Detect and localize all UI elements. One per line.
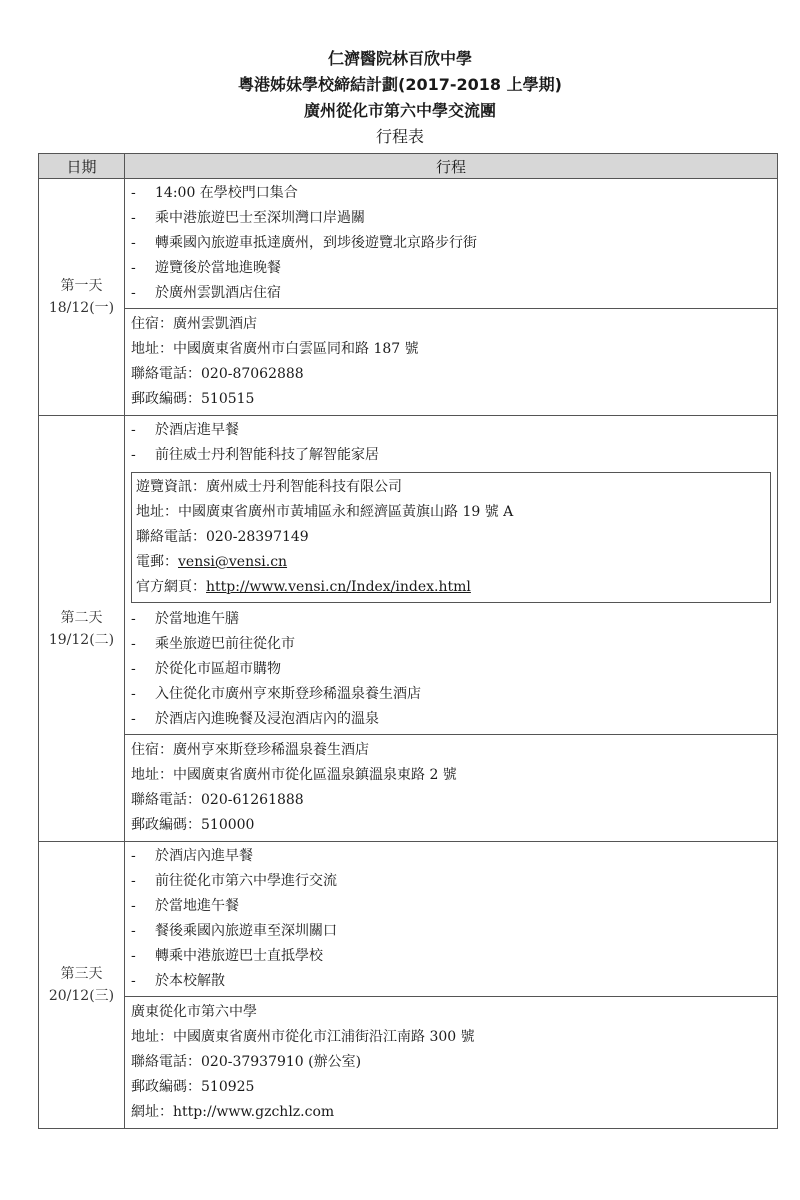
day3-school-info (125, 997, 777, 1128)
day1-activity-list (125, 179, 777, 308)
bullet-dash: - (131, 422, 136, 438)
bullet-dash: - (131, 235, 136, 251)
day3-label: 第三天 (60, 966, 103, 982)
activity-text: 於從化市區超市購物 (155, 661, 281, 677)
column-header-date: 日期 (39, 154, 125, 179)
day2-info-row (39, 735, 778, 842)
visit-website-label: 官方網頁： (136, 579, 206, 595)
bullet-dash: - (131, 686, 136, 702)
document-title: 行程表 (375, 127, 424, 146)
activity-item (131, 418, 771, 443)
info-line: 郵政編碼：510925 (131, 1079, 255, 1095)
day3-date-cell (39, 842, 125, 1129)
activity-text: 於本校解散 (155, 973, 225, 989)
activity-item (131, 256, 771, 281)
activity-text: 14:00 在學校門口集合 (155, 185, 298, 201)
activity-item (131, 281, 771, 306)
activity-text: 於酒店內進早餐 (155, 848, 253, 864)
day1-activities-cell (125, 179, 778, 309)
activity-text: 乘中港旅遊巴士至深圳灣口岸過關 (155, 210, 365, 226)
activity-item (131, 682, 771, 707)
visit-phone: 聯絡電話：020-28397149 (136, 529, 309, 545)
info-line: 郵政編碼：510515 (131, 391, 255, 407)
day1-activities-row (39, 179, 778, 309)
info-line: 地址：中國廣東省廣州市從化區溫泉鎮溫泉東路 2 號 (131, 767, 457, 783)
bullet-dash: - (131, 260, 136, 276)
activity-text: 轉乘中港旅遊巴士直抵學校 (155, 948, 323, 964)
day2-hotel-info (125, 735, 777, 841)
bullet-dash: - (131, 611, 136, 627)
info-line: 住宿：廣州雲凱酒店 (131, 316, 257, 332)
day1-date-cell (39, 179, 125, 416)
day1-label: 第一天 (60, 278, 103, 294)
info-line: 聯絡電話：020-61261888 (131, 792, 304, 808)
activity-text: 前往從化市第六中學進行交流 (155, 873, 337, 889)
activity-item (131, 231, 771, 256)
activity-item (131, 206, 771, 231)
activity-text: 前往威士丹利智能科技了解智能家居 (155, 447, 379, 463)
activity-text: 遊覽後於當地進晚餐 (155, 260, 281, 276)
day1-date: 18/12(一) (48, 300, 115, 316)
activity-text: 於酒店進早餐 (155, 422, 239, 438)
day3-date: 20/12(三) (48, 988, 115, 1004)
activity-item (131, 181, 771, 206)
visit-email-label: 電郵： (136, 554, 178, 570)
info-line: 住宿：廣州亨來斯登珍稀溫泉養生酒店 (131, 742, 369, 758)
activity-item (131, 632, 771, 657)
bullet-dash: - (131, 948, 136, 964)
activity-text: 於當地進午餐 (155, 898, 239, 914)
visit-email-link[interactable]: vensi@vensi.cn (178, 554, 288, 570)
info-line: 聯絡電話：020-37937910 (辦公室) (131, 1054, 362, 1070)
info-line: 地址：中國廣東省廣州市白雲區同和路 187 號 (131, 341, 419, 357)
day2-activities-row (39, 416, 778, 735)
day2-date-cell (39, 416, 125, 842)
activity-item (131, 707, 771, 732)
bullet-dash: - (131, 711, 136, 727)
program-name: 粵港姊妹學校締結計劃(2017-2018 上學期) (238, 75, 562, 94)
day3-activities-cell (125, 842, 778, 997)
info-line: 郵政編碼：510000 (131, 817, 255, 833)
activity-item (131, 607, 771, 632)
bullet-dash: - (131, 185, 136, 201)
bullet-dash: - (131, 285, 136, 301)
info-line: 地址：中國廣東省廣州市從化市江浦街沿江南路 300 號 (131, 1029, 475, 1045)
day3-info-row (39, 997, 778, 1129)
bullet-dash: - (131, 447, 136, 463)
activity-text: 乘坐旅遊巴前往從化市 (155, 636, 295, 652)
activity-item (131, 919, 771, 944)
visit-website-line (136, 575, 766, 600)
day2-info-cell (125, 735, 778, 842)
bullet-dash: - (131, 898, 136, 914)
visit-company-name: 遊覽資訊：廣州威士丹利智能科技有限公司 (136, 479, 402, 495)
day1-info-cell (125, 309, 778, 416)
table-header-row (39, 154, 778, 179)
visit-website-link[interactable]: http://www.vensi.cn/Index/index.html (206, 579, 471, 595)
bullet-dash: - (131, 923, 136, 939)
day1-info-row (39, 309, 778, 416)
bullet-dash: - (131, 636, 136, 652)
activity-text: 於酒店內進晚餐及浸泡酒店內的溫泉 (155, 711, 379, 727)
activity-text: 入住從化市廣州亨來斯登珍稀溫泉養生酒店 (155, 686, 421, 702)
day2-label: 第二天 (60, 609, 103, 626)
activity-text: 轉乘國內旅遊車抵達廣州，到埗後遊覽北京路步行街 (155, 235, 477, 251)
bullet-dash: - (131, 848, 136, 864)
activity-item (131, 894, 771, 919)
bullet-dash: - (131, 661, 136, 677)
activity-text: 餐後乘國內旅遊車至深圳關口 (155, 923, 337, 939)
bullet-dash: - (131, 973, 136, 989)
activity-item (131, 944, 771, 969)
document-header (0, 46, 800, 150)
activity-item (131, 657, 771, 682)
visit-info-box (131, 472, 771, 603)
activity-item (131, 844, 771, 869)
school-name: 仁濟醫院林百欣中學 (327, 49, 472, 68)
activity-text: 於當地進午膳 (155, 611, 239, 627)
column-header-itinerary: 行程 (125, 154, 778, 179)
day1-hotel-info (125, 309, 777, 415)
activity-item (131, 869, 771, 894)
group-name: 廣州從化市第六中學交流團 (303, 101, 496, 120)
visit-address: 地址：中國廣東省廣州市黃埔區永和經濟區黃旗山路 19 號 A (136, 504, 514, 520)
activity-item (131, 969, 771, 994)
day2-activities-cell (125, 416, 778, 735)
bullet-dash: - (131, 210, 136, 226)
itinerary-table (38, 153, 778, 1129)
activity-item (131, 443, 771, 468)
day3-info-cell (125, 997, 778, 1129)
activity-text: 於廣州雲凱酒店住宿 (155, 285, 281, 301)
day3-activity-list (125, 842, 777, 996)
day2-activity-list-afternoon (125, 605, 777, 734)
info-line: 網址：http://www.gzchlz.com (131, 1104, 335, 1120)
day3-activities-row (39, 842, 778, 997)
day2-date: 19/12(二) (48, 631, 115, 648)
info-line: 廣東從化市第六中學 (131, 1004, 257, 1020)
day2-activity-list-morning (125, 416, 777, 470)
info-line: 聯絡電話：020-87062888 (131, 366, 304, 382)
visit-email-line (136, 550, 766, 575)
bullet-dash: - (131, 873, 136, 889)
